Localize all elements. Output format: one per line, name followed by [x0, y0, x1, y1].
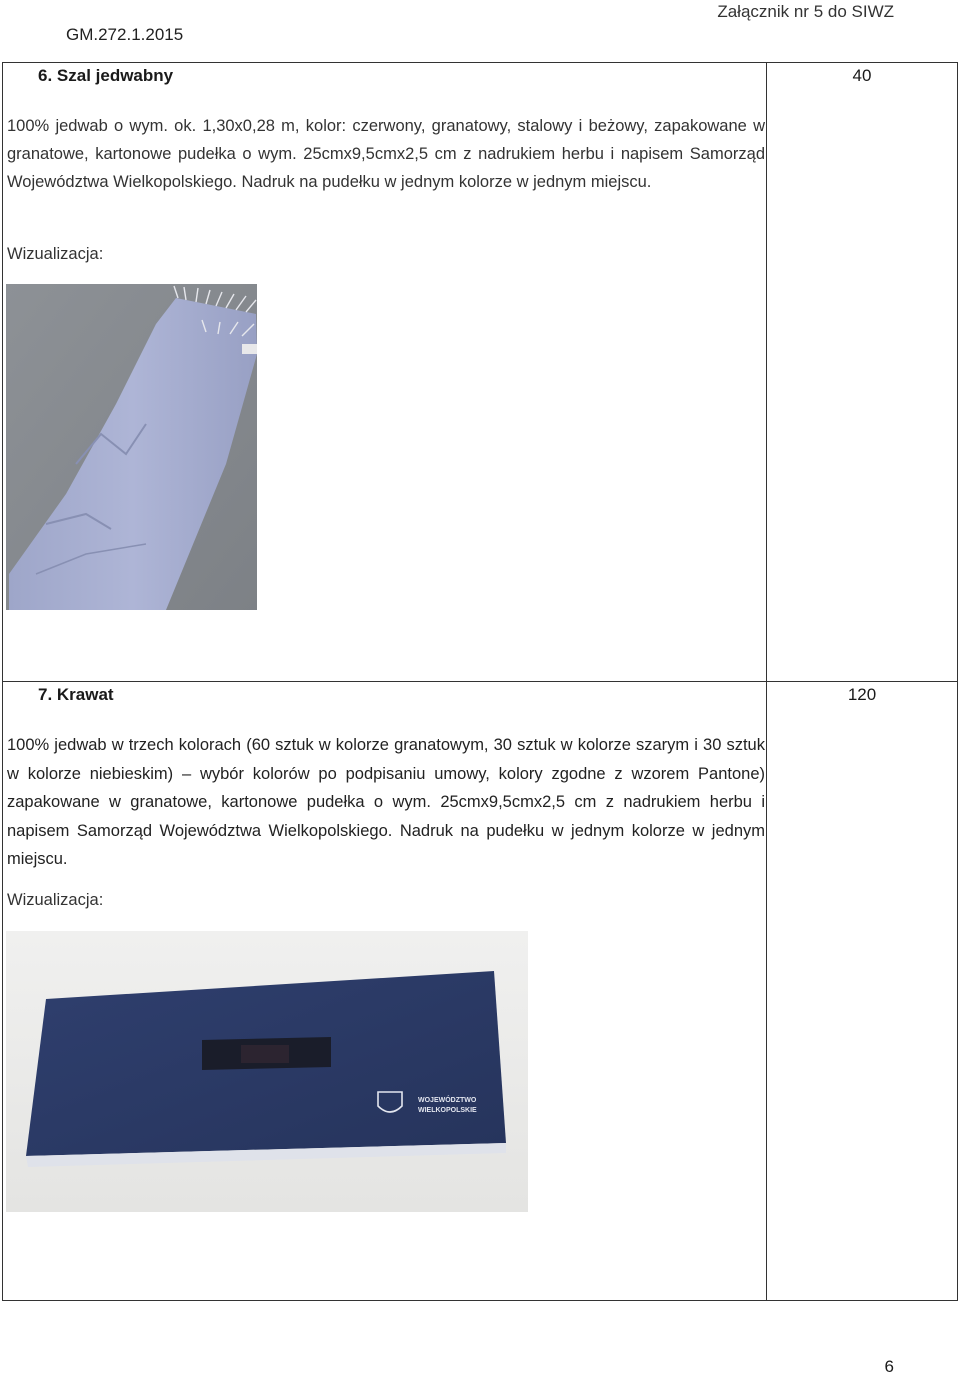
- box-logo-line2: WIELKOPOLSKIE: [418, 1107, 477, 1114]
- item-7-quantity: 120: [847, 685, 877, 704]
- item-7-viz-label: Wizualizacja:: [7, 891, 104, 909]
- tie-box-photo: [6, 931, 528, 1212]
- item-7-title: 7. Krawat: [38, 685, 114, 704]
- scarf-photo: [6, 284, 257, 610]
- header-attachment: Załącznik nr 5 do SIWZ: [717, 2, 894, 21]
- item-7-description: 100% jedwab w trzech kolorach (60 sztuk w kolorze granatowym, 30 sztuk w kolorze szarym i 30 sztuk w kolorze niebieskim) – wybór kolorów po podpisaniu umowy, kolory zgodne z wzorem Pantone) zapakowane w granatowe, kartonowe pudełka o wym. 25cmx9,5cmx2,5 cm z nadrukiem herbu i napisem Samorząd Województwa Wielkopolskiego. Nadruk na pudełku w jednym kolorze w jednym miejscu.: [7, 736, 765, 868]
- item-6-viz-label: Wizualizacja:: [7, 245, 104, 263]
- header-ref: GM.272.1.2015: [66, 25, 184, 44]
- item-6-description: 100% jedwab o wym. ok. 1,30x0,28 m, kolor: czerwony, granatowy, stalowy i beżowy, zapakowane w granatowe, kartonowe pudełka o wym. 25cmx9,5cmx2,5 cm z nadrukiem herbu i napisem Samorząd Województwa Wielkopolskiego. Nadruk na pudełku w jednym kolorze w jednym miejscu.: [7, 117, 765, 191]
- scarf-photo-graphic: [6, 284, 257, 610]
- item-6-title: 6. Szal jedwabny: [38, 66, 174, 85]
- item-6-quantity: 40: [852, 66, 872, 85]
- box-logo-line1: WOJEWÓDZTWO: [418, 1097, 477, 1104]
- page-number: 6: [884, 1357, 894, 1376]
- row-divider: [2, 681, 958, 682]
- tie-box-photo-graphic: [6, 931, 528, 1212]
